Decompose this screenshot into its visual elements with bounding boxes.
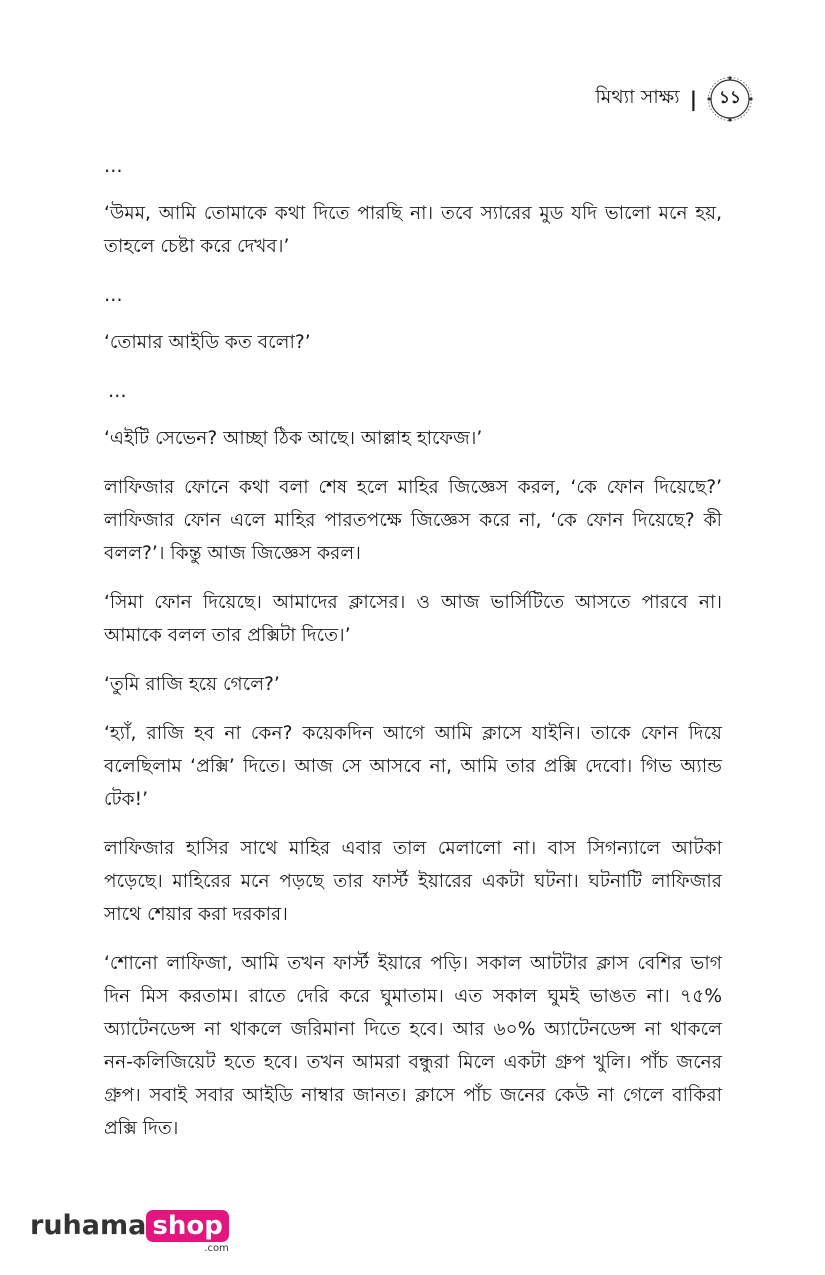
logo-ruhama-text: ruhama	[30, 1210, 147, 1241]
paragraph: লাফিজার ফোনে কথা বলা শেষ হলে মাহির জিজ্ঞেস করল, ‘কে ফোন দিয়েছে?’ লাফিজার ফোন এলে মাহির পারতপক্ষে জিজ্ঞেস করে না, ‘কে ফোন দিয়েছে? কী বলল?’। কিন্তু আজ জিজ্ঞেস করল।	[104, 477, 722, 564]
paragraph: লাফিজার হাসির সাথে মাহির এবার তাল মেলালো না। বাস সিগন্যালে আটকা পড়েছে। মাহিরের মনে পড়ছে তার ফার্স্ট ইয়ারের একটা ঘটনা। ঘটনাটি লাফিজার সাথে শেয়ার করা দরকার।	[104, 838, 722, 925]
paragraph: ‘হ্যাঁ, রাজি হব না কেন? কয়েকদিন আগে আমি ক্লাসে যাইনি। তাকে ফোন দিয়ে বলেছিলাম ‘প্রক্সি’ দিতে। আজ সে আসবে না, আমি তার প্রক্সি দেবো। গিভ অ্যান্ড টেক!’	[104, 723, 722, 810]
body-text	[104, 150, 722, 1161]
page-number: ১১	[718, 88, 742, 108]
paragraph: …	[104, 285, 123, 306]
paragraph: ‘উমম, আমি তোমাকে কথা দিতে পারছি না। তবে স্যারের মুড যদি ভালো মনে হয়, তাহলে চেষ্টা করে দেখব।’	[104, 203, 722, 257]
paragraph: …	[108, 381, 127, 402]
logo-shop-text: shop	[146, 1210, 228, 1242]
paragraph: ‘শোনো লাফিজা, আমি তখন ফার্স্ট ইয়ারে পড়ি। সকাল আটটার ক্লাস বেশির ভাগ দিন মিস করতাম। রাতে দেরি করে ঘুমাতাম। এত সকাল ঘুমই ভাঙত না। ৭৫% অ্যাটেনডেন্স না থাকলে জরিমানা দিতে হবে। আর ৬০% অ্যাটেনডেন্স না থাকলে নন-কলিজিয়েট হতে হবে। তখন আমরা বন্ধুরা মিলে একটা গ্রুপ খুলি। পাঁচ জনের গ্রুপ। সবাই সবার আইডি নাম্বার জানত। ক্লাসে পাঁচ জনের কেউ না গেলে বাকিরা প্রক্সি দিত।	[104, 953, 722, 1139]
paragraph: ‘তুমি রাজি হয়ে গেলে?’	[104, 674, 280, 695]
paragraph: ‘সিমা ফোন দিয়েছে। আমাদের ক্লাসের। ও আজ ভার্সিটিতে আসতে পারবে না। আমাকে বলল তার প্রক্সিটা দিতে।’	[104, 592, 722, 646]
ruhamashop-logo	[30, 1210, 229, 1254]
book-title: মিথ্যা সাক্ষ্য	[595, 86, 680, 108]
logo-shop-block	[146, 1210, 228, 1254]
paragraph: ‘এইটি সেভেন? আচ্ছা ঠিক আছে। আল্লাহ হাফেজ।’	[104, 428, 483, 449]
logo-com-text: .com	[204, 1243, 229, 1254]
paragraph: …	[104, 156, 123, 177]
running-header	[595, 76, 753, 122]
header-separator: |	[689, 87, 697, 111]
page-number-badge	[707, 76, 753, 122]
paragraph: ‘তোমার আইডি কত বলো?’	[104, 332, 311, 353]
